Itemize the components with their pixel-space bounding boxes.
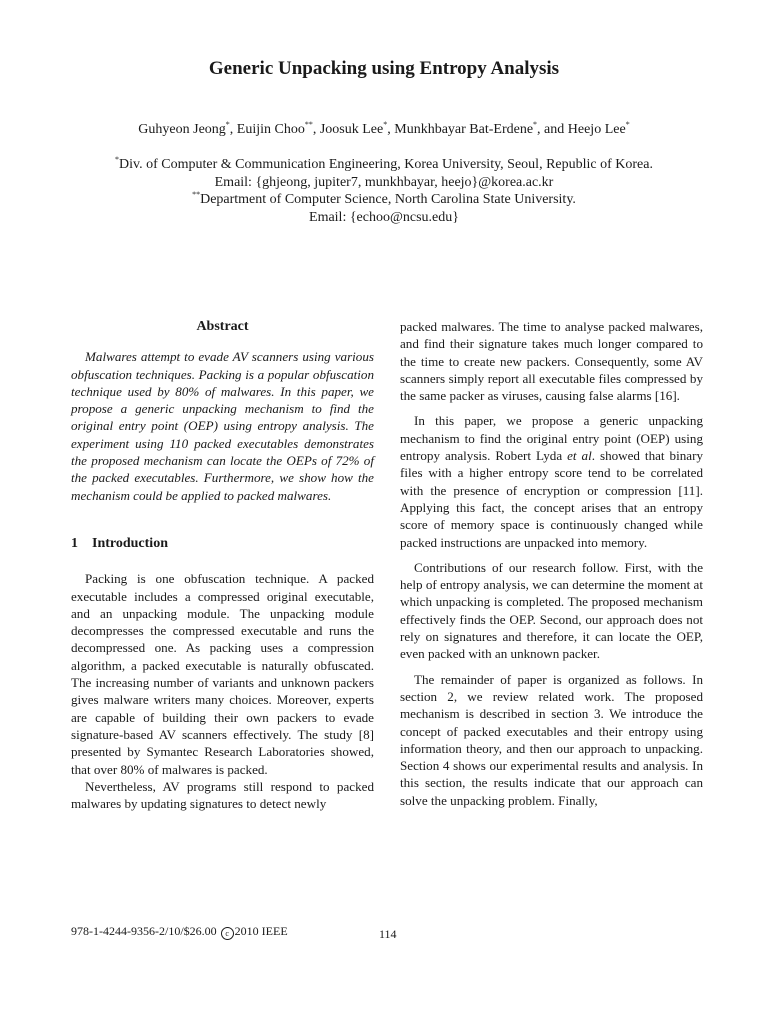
paragraph-text: . showed that binary files with a higher entropy score tend to be correlated with the presence of encryption or compression [11]. Applying this fact, the concept arises that an entropy score of memory space is continuously changed while packed instructions are unpacked into memory. — [400, 448, 703, 550]
affiliation-mark: ** — [192, 190, 201, 199]
author-mark: * — [225, 120, 230, 129]
copyright-icon: c — [221, 927, 234, 940]
paragraph: Packing is one obfuscation technique. A packed executable includes a compressed original executable, and an unpacking module. The unpacking module decompresses the compressed executable and runs the decompressed one. As packing uses a compression algorithm, a packed executable is naturally obfuscated. The increasing number of variants and unknown packers gives malware writers many choices. Moreover, experts are capable of building their own packers to evade signature-based AV scanners effectively. The study [8] presented by Symantec Research Laboratories showed, that over 80% of malwares is packed. — [71, 571, 374, 777]
isbn-text: 978-1-4244-9356-2/10/$26.00 — [71, 924, 220, 938]
paragraph: Nevertheless, AV programs still respond to packed malwares by updating signatures to detect newly — [71, 778, 374, 812]
paragraph: The remainder of paper is organized as follows. In section 2, we review related work. The proposed mechanism is described in section 3. We introduce the concept of packed executables and their entropy using information theory, and then our approach to unpacking. Section 4 shows our experimental results and analysis. In this section, the results indicate that our approach can solve the unpacking problem. Finally, — [400, 671, 703, 808]
email-korea: Email: {ghjeong, jupiter7, munkhbayar, heejo}@korea.ac.kr — [214, 174, 554, 190]
author-list — [0, 122, 768, 138]
paper-title: Generic Unpacking using Entropy Analysis — [208, 58, 560, 79]
right-column — [400, 318, 703, 809]
paragraph-text: In this paper, we propose a generic unpacking mechanism to find the original entry point (OEP) using entropy analysis. Robert Lyda — [400, 413, 703, 464]
affiliation-mark: * — [115, 155, 120, 164]
paragraph: Contributions of our research follow. First, with the help of entropy analysis, we can determine the moment at which unpacking is completed. The proposed mechanism effectively finds the OEP. Second, our approach does not rely on signatures and therefore, it can locate the OEP, even packed with an unknown packer. — [400, 559, 703, 662]
author-name: Heejo Lee — [567, 122, 626, 137]
abstract-text: Malwares attempt to evade AV scanners using various obfuscation techniques. Packing is a popular obfuscation technique used by 80% of malwares. In this paper, we propose a generic unpacking mechanism to find the original entry point (OEP) using entropy analysis. The experiment using 110 packed executables demonstrates the proposed mechanism can locate the OEPs of 72% of the packed executables. Furthermore, we show how the mechanism could be applied to packed malwares. — [71, 349, 374, 503]
author-separator: , — [387, 122, 395, 137]
section-title: Introduction — [92, 535, 168, 551]
author-mark: * — [625, 120, 630, 129]
paragraph: packed malwares. The time to analyse packed malwares, and find their signature takes much longer compared to the time to create new packers. Consequently, some AV scanners simply report all executable files compressed by the same packer as viruses, causing false alarms [16]. — [400, 319, 703, 404]
copyright-line — [71, 924, 288, 940]
author-name: Euijin Choo — [236, 122, 305, 137]
author-separator: , — [229, 122, 237, 137]
citation-et-al: et al — [567, 448, 592, 464]
author-mark: * — [383, 120, 388, 129]
email-ncsu: Email: {echoo@ncsu.edu} — [309, 209, 459, 225]
author-separator: , — [312, 122, 320, 137]
author-name: Munkhbayar Bat-Erdene — [394, 122, 534, 137]
affiliation-ncsu — [0, 191, 768, 209]
paragraph — [400, 412, 703, 550]
affiliations — [0, 156, 768, 226]
section-heading-introduction — [71, 535, 374, 552]
copyright-year: 2010 IEEE — [234, 924, 288, 938]
abstract-heading: Abstract — [196, 319, 249, 334]
affiliation-korea-university — [0, 156, 768, 174]
author-mark: ** — [304, 120, 313, 129]
author-name: Joosuk Lee — [319, 122, 384, 137]
introduction-body — [71, 570, 374, 812]
author-separator: , and — [537, 122, 568, 137]
affiliation-text: Department of Computer Science, North Carolina State University. — [200, 192, 576, 207]
section-number: 1 — [71, 535, 78, 551]
left-column — [71, 318, 374, 812]
affiliation-text: Div. of Computer & Communication Engineering, Korea University, Seoul, Republic of Korea. — [119, 157, 653, 172]
page-number: 114 — [379, 927, 397, 941]
author-name: Guhyeon Jeong — [138, 122, 226, 137]
author-mark: * — [533, 120, 538, 129]
